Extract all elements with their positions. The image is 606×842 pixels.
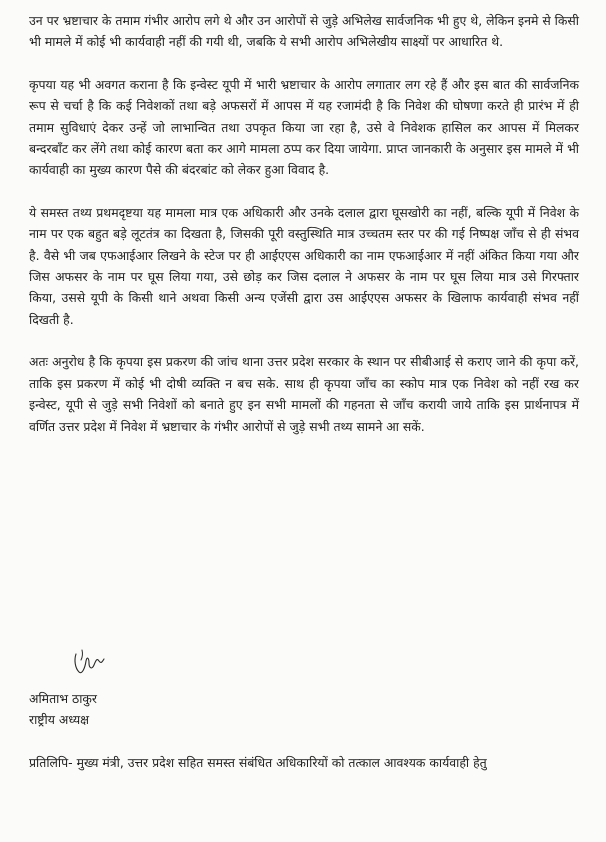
paragraph-2: कृपया यह भी अवगत कराना है कि इन्वेस्ट यूपी में भारी भ्रष्टाचार के आरोप लगातार लग रहे हैं और इस बात की सार्वजनिक रूप से चर्चा है कि कई निवेशकों तथा बड़े अफसरों में आपस में यह रजामंदी है कि निवेश की घोषणा करते ही प्रारंभ में ही तमाम सुविधाएं देकर उन्हें जो लाभान्वित तथा उपकृत किया जा रहा है, उसे वे निवेशक हासिल कर आपस में मिलकर बन्दरबाँट कर लेंगे तथा कोई कारण बता कर आगे मामला ठप्प कर दिया जायेगा. प्राप्त जानकारी के अनुसार इस मामले में भी कार्यवाही का मुख्य कारण पैसे की बंदरबांट को लेकर हुआ विवाद है. xyxy=(29,76,579,178)
paragraph-1: उन पर भ्रष्टाचार के तमाम गंभीर आरोप लगे थे और उन आरोपों से जुड़े अभिलेख सार्वजनिक भी हुए थे, लेकिन इनमे से किसी भी मामले में कोई भी कार्यवाही नहीं की गयी थी, जबकि ये सभी आरोप अभिलेखीय साक्ष्यों पर आधारित थे. xyxy=(29,13,579,50)
handwritten-signature xyxy=(70,646,110,680)
paragraph-4: अतः अनुरोध है कि कृपया इस प्रकरण की जांच थाना उत्तर प्रदेश सरकार के स्थान पर सीबीआई से कराए जाने की कृपा करें, ताकि इस प्रकरण में कोई भी दोषी व्यक्ति न बच सके. साथ ही कृपया जाँच का स्कोप मात्र एक निवेश को नहीं रख कर इन्वेस्ट, यूपी से जुड़े सभी निवेशों को बनाते हुए इन सभी मामलों की गहनता से जाँच करायी जाये ताकि इस प्रार्थनापत्र में वर्णित उत्तर प्रदेश में निवेश में भ्रष्टाचार के गंभीर आरोपों से जुड़े सभी तथ्य सामने आ सकें. xyxy=(29,354,579,434)
sender-name: अमिताभ ठाकुर xyxy=(29,691,97,706)
sender-title: राष्ट्रीय अध्यक्ष xyxy=(29,712,90,728)
copy-to-line: प्रतिलिपि- मुख्य मंत्री, उत्तर प्रदेश सहित समस्त संबंधित अधिकारियों को तत्काल आवश्यक कार्यवाही हेतु xyxy=(29,755,487,770)
signature-block xyxy=(29,688,97,731)
paragraph-3: ये समस्त तथ्य प्रथमदृष्टया यह मामला मात्र एक अधिकारी और उनके दलाल द्वारा घूसखोरी का नहीं, बल्कि यूपी में निवेश के नाम पर एक बहुत बड़े लूटतंत्र का दिखता है, जिसकी पूरी वस्तुस्थिति मात्र उच्चतम स्तर पर की गई निष्पक्ष जाँच से ही संभव है. वैसे भी जब एफआईआर लिखने के स्टेज पर ही आईएएस अधिकारी का नाम एफआईआर में नहीं अंकित किया गया और जिस अफसर के नाम पर घूस लिया गया, उसे छोड़ कर जिस दलाल ने अफसर के नाम पर घूस लिया मात्र उसे गिरफ्तार किया, उससे यूपी के किसी थाने अथवा किसी अन्य एजेंसी द्वारा उस आईएएस अफसर के खिलाफ कार्यवाही संभव नहीं दिखती है. xyxy=(29,204,579,327)
